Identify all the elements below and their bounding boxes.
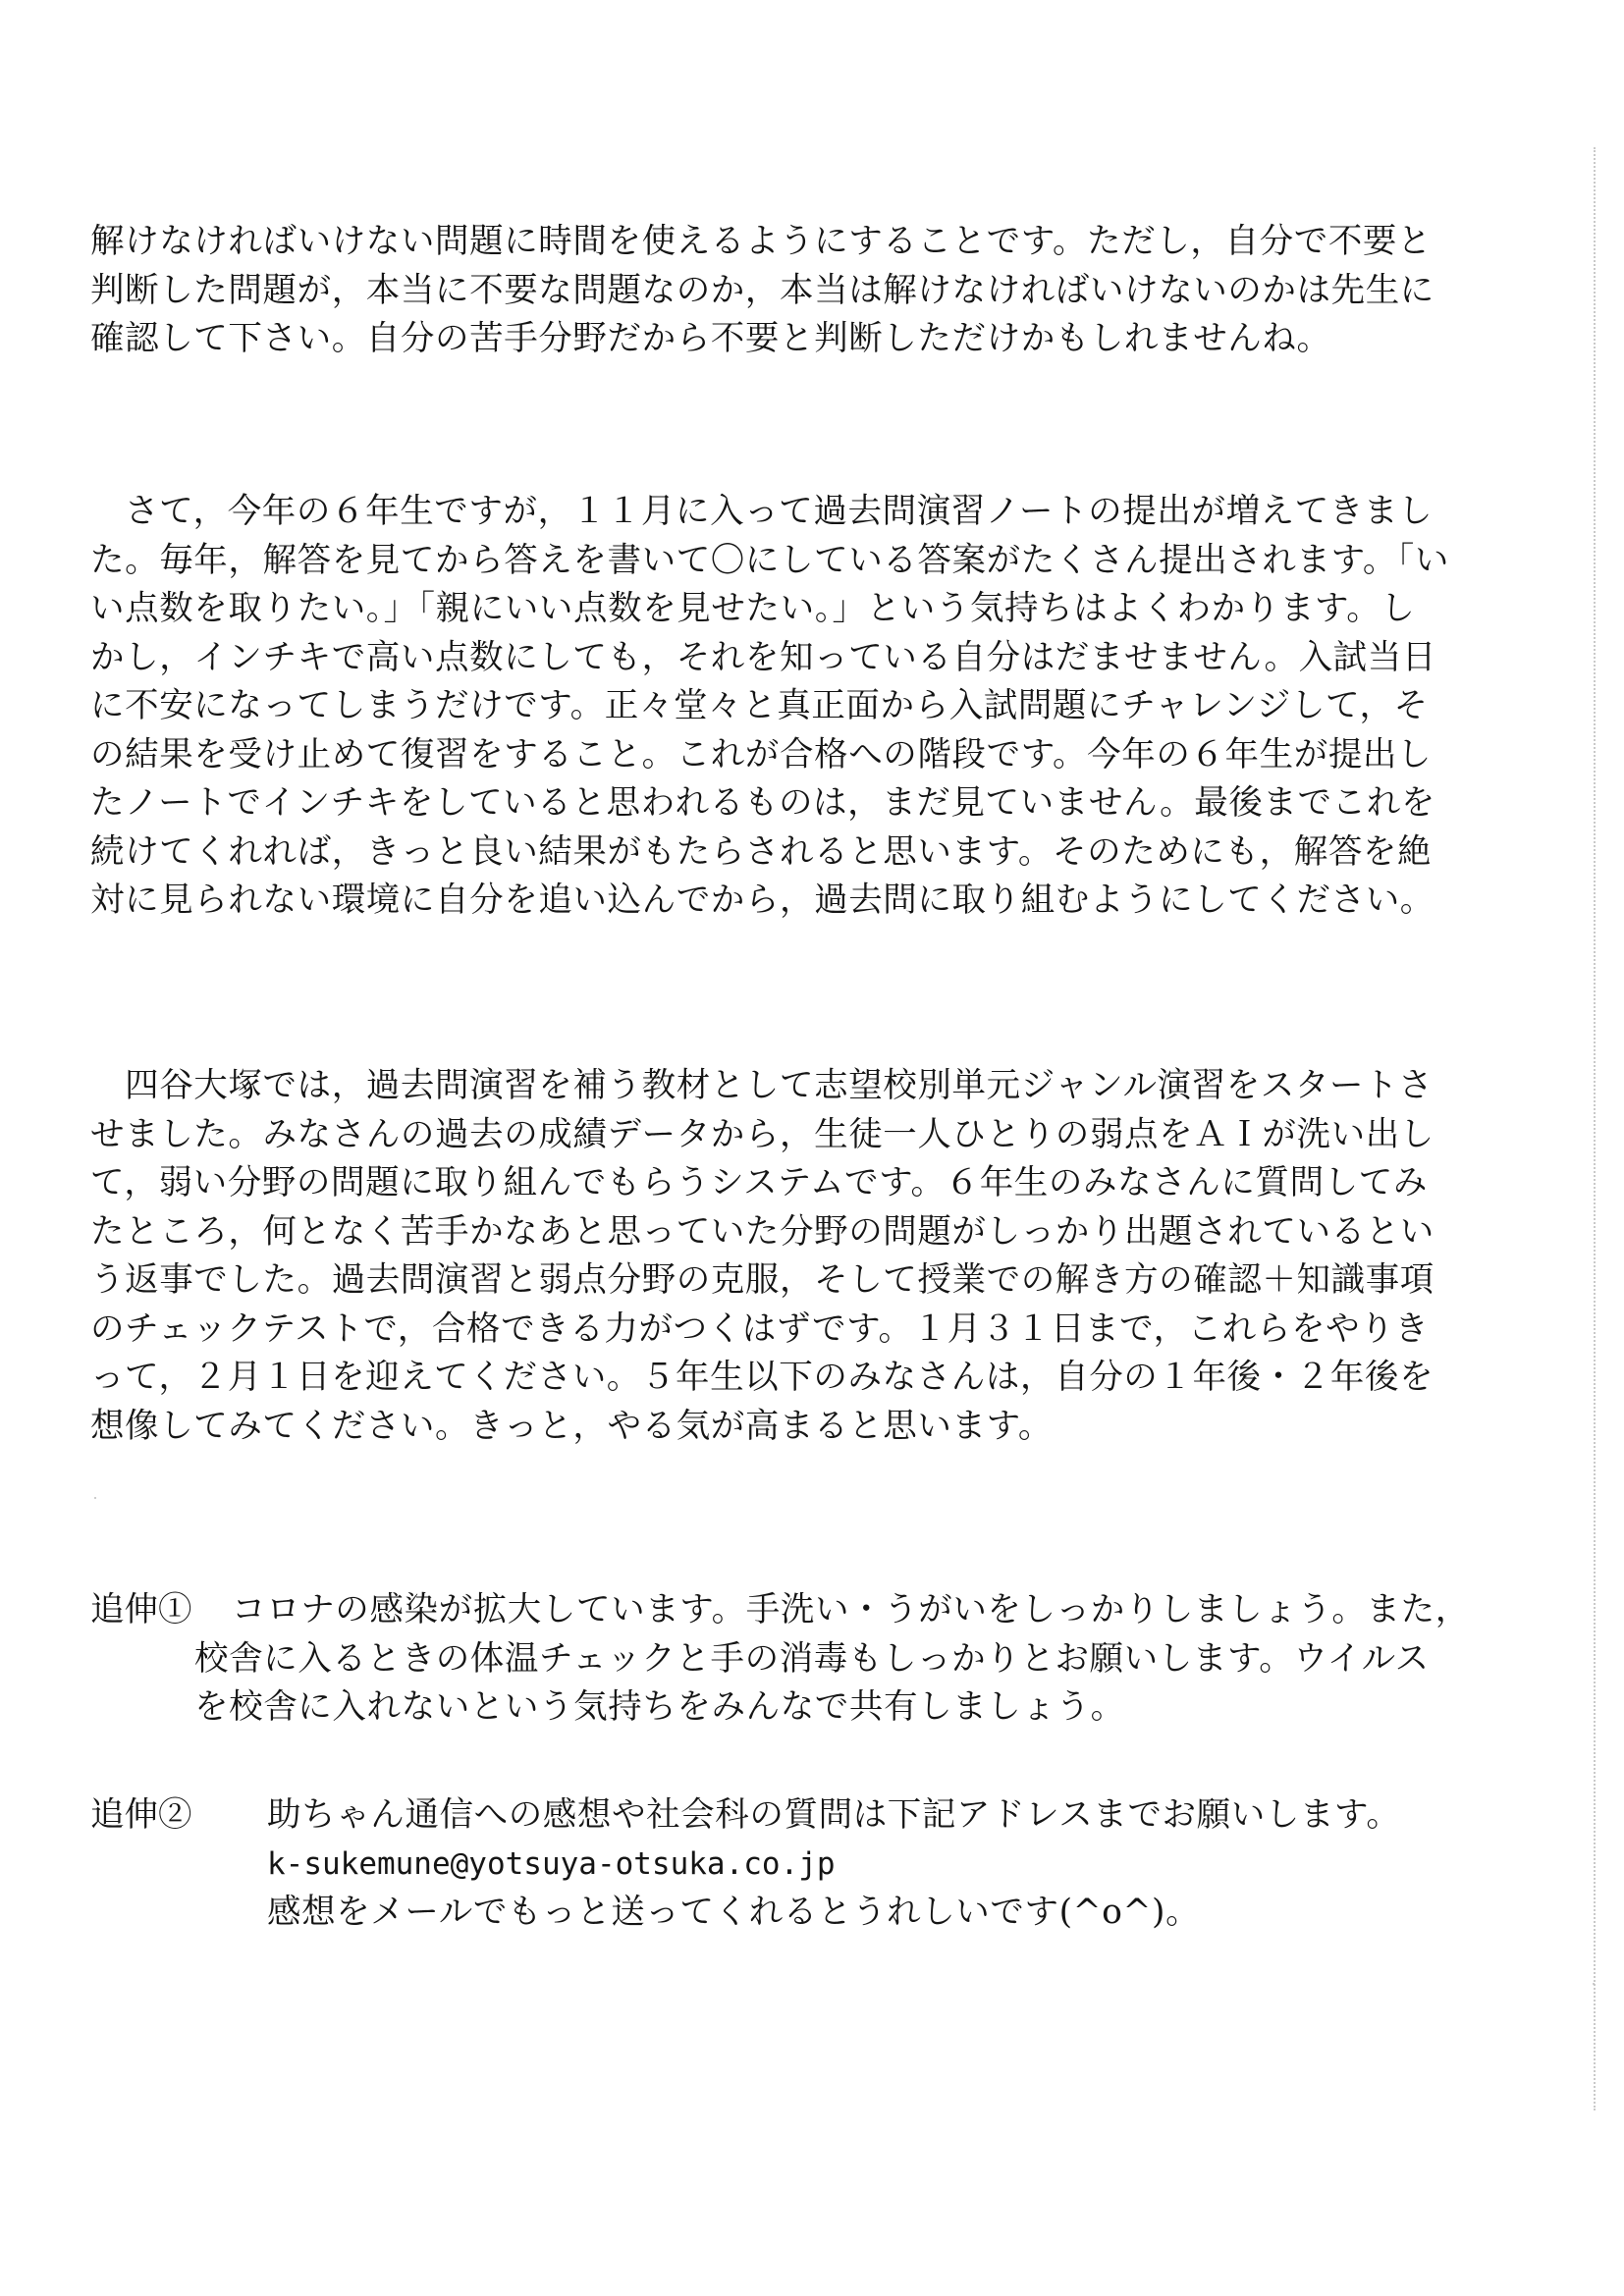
text-line: たところ，何となく苦手かなあと思っていた分野の問題がしっかり出題されているとい	[90, 1211, 1435, 1252]
text-line: かし，インチキで高い点数にしても，それを知っている自分はだませません。入試当日	[90, 637, 1436, 677]
postscript-1-label: 追伸①	[90, 1590, 192, 1629]
text-line: う返事でした。過去問演習と弱点分野の克服，そして授業での解き方の確認＋知識事項	[90, 1260, 1435, 1300]
text-line: 対に見られない環境に自分を追い込んでから，過去問に取り組むようにしてください。	[90, 881, 1435, 920]
text-line: 解けなければいけない問題に時間を使えるようにすることです。ただし，自分で不要と	[90, 222, 1433, 261]
text-line: を校舎に入れないという気持ちをみんなで共有しましょう。	[194, 1687, 1125, 1727]
text-line: に不安になってしまうだけです。正々堂々と真正面から入試問題にチャレンジして，そ	[90, 686, 1429, 725]
text-line: た。毎年，解答を見てから答えを書いて〇にしている答案がたくさん提出されます。「い	[90, 540, 1449, 580]
text-line: って，２月１日を迎えてください。５年生以下のみなさんは，自分の１年後・２年後を	[90, 1358, 1435, 1397]
text-line: の結果を受け止めて復習をすること。これが合格への階段です。今年の６年生が提出し	[90, 734, 1433, 774]
text-line: て，弱い分野の問題に取り組んでもらうシステムです。６年生のみなさんに質問してみ	[90, 1163, 1428, 1202]
text-line: たノートでインチキをしていると思われるものは，まだ見ていません。最後までこれを	[90, 783, 1435, 823]
text-line: い点数を取りたい。」「親にいい点数を見せたい。」という気持ちはよくわかります。し	[90, 589, 1416, 628]
email-address: k-sukemune@yotsuya-otsuka.co.jp	[267, 1845, 836, 1882]
scan-speck	[1593, 1983, 1595, 1985]
text-line: のチェックテストで，合格できる力がつくはずです。１月３１日まで，これらをやりき	[90, 1308, 1430, 1349]
paragraph-1	[90, 218, 1539, 364]
text-line: 確認して下さい。自分の苦手分野だから不要と判断しただけかもしれませんね。	[90, 319, 1331, 358]
text-line: コロナの感染が拡大しています。手洗い・うがいをしっかりしましょう。また，	[232, 1590, 1470, 1629]
scan-speck	[94, 1497, 96, 1499]
text-line: 判断した問題が，本当に不要な問題なのか，本当は解けなければいけないのかは先生に	[90, 270, 1435, 310]
text-line: 想像してみてください。きっと，やる気が高まると思います。	[90, 1406, 1054, 1446]
text-line: 四谷大塚では，過去問演習を補う教材として志望校別単元ジャンル演習をスタートさ	[90, 1066, 1434, 1105]
text-line: 感想をメールでもっと送ってくれるとうれしいです(^o^)。	[267, 1893, 1201, 1932]
text-line: 助ちゃん通信への感想や社会科の質問は下記アドレスまでお願いします。	[267, 1795, 1401, 1835]
text-line: せました。みなさんの過去の成績データから，生徒一人ひとりの弱点をＡＩが洗い出し	[90, 1114, 1435, 1154]
text-line: さて，今年の６年生ですが，１１月に入って過去問演習ノートの提出が増えてきまし	[90, 492, 1434, 531]
paragraph-3	[90, 1062, 1539, 1451]
text-line: 校舎に入るときの体温チェックと手の消毒もしっかりとお願いします。ウイルス	[194, 1638, 1430, 1679]
text-line: 続けてくれれば，きっと良い結果がもたらされると思います。そのためにも，解答を絶	[90, 831, 1433, 872]
paragraph-2	[90, 488, 1539, 926]
postscript-2-body	[267, 1791, 1401, 1938]
postscript-2-label: 追伸②	[90, 1795, 192, 1835]
postscript-1-body	[194, 1586, 1470, 1733]
scan-edge-mark	[1594, 147, 1596, 2110]
